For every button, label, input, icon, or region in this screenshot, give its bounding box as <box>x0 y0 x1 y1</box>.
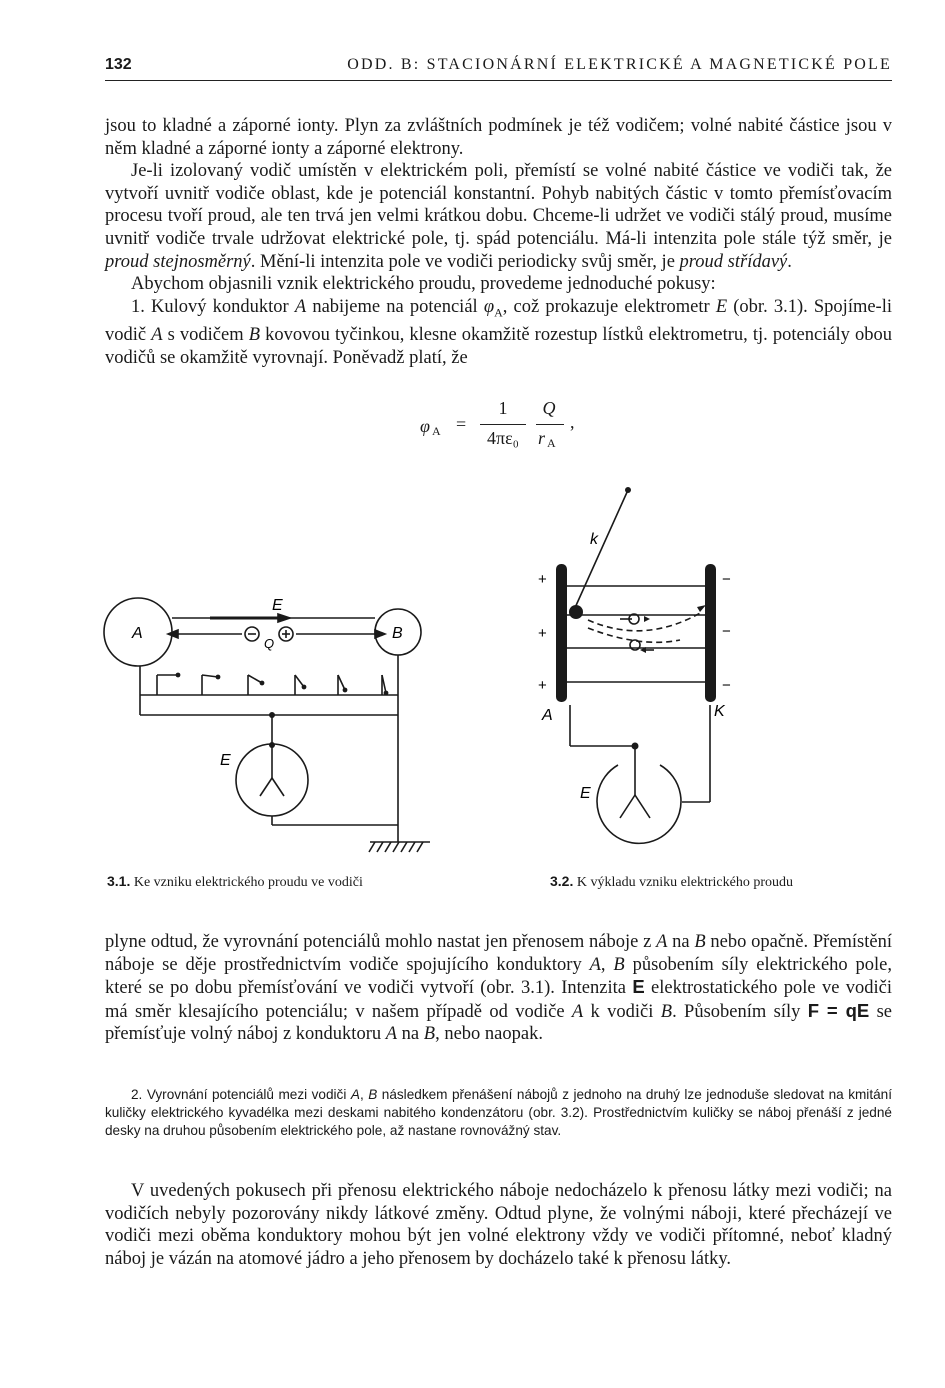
label-k-small: k <box>590 531 598 548</box>
formula-num1: 1 <box>498 398 508 418</box>
plus-2: + <box>538 625 547 642</box>
label-q: Q <box>264 636 275 651</box>
label-b: B <box>392 625 403 642</box>
formula-frac-line-1 <box>480 424 526 425</box>
minus-2: − <box>722 623 731 640</box>
body-text-middle <box>105 931 892 1046</box>
formula-den2-sub: A <box>547 436 556 450</box>
plus-3: + <box>538 677 547 694</box>
plus-1: + <box>538 571 547 588</box>
formula-trail: , <box>570 412 575 432</box>
formula-equals: = <box>456 414 467 434</box>
pendulum-thread <box>574 490 628 610</box>
label-field-e: E <box>272 597 283 614</box>
minus-3: − <box>722 677 731 694</box>
label-electrometer-e: E <box>220 752 231 769</box>
formula-potential <box>420 398 620 458</box>
page-header <box>105 56 892 81</box>
note-experiment-2: 2. Vyrovnání potenciálů mezi vodiči A, B následkem přenášení nábojů z jednoho na druhý lze jednoduše sledovat na kmitání kuličky elektrického kyvadélka mezi deskami nabitého kondenzátoru (obr. 3.2). Prostřednictvím kuličky se náboj přenáší z jedné desky na druhou působením elektrického pole, až nastane rovnovážný stav. <box>105 1087 893 1138</box>
body-text-top <box>105 115 892 369</box>
paragraph-isolated-conductor: Je-li izolovaný vodič umístěn v elektrickém poli, přemístí se volné nabité částice ve vodiči tak, že vytvoří uvnitř vodiče oblast, kde je potenciál konstantní. Pohyb nabitých částic v tomto přemísťovacím procesu tvoří proud, ale ten trvá jen velmi krátkou dobu. Chceme-li udržet ve vodiči stálý proud, musíme uvnitř vodiče trvale udržovat elektrické pole, tj. spád potenciálu. Má-li intenzita pole stále týž směr, je proud stejnosměrný. Mění-li intenzita pole ve vodiči periodicky svůj směr, je proud střídavý. <box>105 161 892 272</box>
page-number: 132 <box>105 56 132 73</box>
label-a: A <box>132 625 143 642</box>
pendulum-ball <box>569 605 583 619</box>
formula-frac-line-2 <box>536 424 564 425</box>
paragraph-experiments-intro: Abychom objasnili vznik elektrického proudu, provedeme jednoduché pokusy: <box>131 274 716 295</box>
paragraph-charge-transfer: plyne odtud, že vyrovnání potenciálů mohlo nastat jen přenosem náboje z A na B nebo opačně. Přemístění náboje se děje prostřednictvím vodiče spojujícího konduktory A, B působením síly elektrického pole, které se po dobu přemísťování ve vodiči vytvoří (obr. 3.1). Intenzita E elektrostatického pole ve vodiči má směr klesajícího potenciálu; v našem případě od vodiče A k vodiči B. Působením síly F = qE se přemísťuje volný náboj z konduktoru A na B, nebo naopak. <box>105 932 893 1045</box>
field-arrow-e-head <box>278 614 290 622</box>
formula-num2: Q <box>542 398 556 418</box>
body-text-bottom <box>105 1180 892 1270</box>
label-e-meter-2: E <box>580 785 591 802</box>
label-a-plate: A <box>542 707 553 724</box>
minus-1: − <box>722 571 731 588</box>
caption-3-2: 3.2. K výkladu vzniku elektrického proudu <box>550 873 794 890</box>
figure-3-1 <box>100 580 440 865</box>
plate-a <box>556 564 567 702</box>
formula-lhs-sub: A <box>432 424 441 438</box>
label-k-plate: K <box>714 703 725 720</box>
formula-den2: r <box>538 428 546 448</box>
paragraph-no-matter-transfer: V uvedených pokusech při přenosu elektrického náboje nedocházelo k přenosu látky mezi vodiči; na vodičích nebyly pozorovány nikdy látkové změny. Odtud plyne, že volnými náboji, které přecházejí ve vodiči mezi oběma konduktory mohou být jen volné elektrony vždy ve vodiči přítomné, neboť kladný náboj je vázán na atomové jádro a jeho přenosem by docházelo také k přenosu látky. <box>105 1181 892 1269</box>
figure-3-2 <box>530 480 750 850</box>
formula-den1: 4πε₀ <box>487 428 519 448</box>
electrometer-e-2 <box>597 765 681 843</box>
formula-lhs: φ <box>420 416 430 436</box>
running-head: ODD. B: STACIONÁRNÍ ELEKTRICKÉ A MAGNETICKÉ POLE <box>347 56 892 73</box>
caption-3-1: 3.1. Ke vzniku elektrického proudu ve vodiči <box>107 873 363 890</box>
paragraph-ions: jsou to kladné a záporné ionty. Plyn za zvláštních podmínek je též vodičem; volné nabité částice jsou v něm kladné a záporné ionty a záporné elektrony. <box>105 116 892 159</box>
plate-k <box>705 564 716 702</box>
paragraph-experiment-1: 1. Kulový konduktor A nabijeme na potenciál $\varphi_A$, což prokazuje elektrometr E (obr. 3.1). Spojíme-li vodič A s vodičem B kovovou tyčinkou, klesne okamžitě rozestup lístků elektrometru, tj. potenciály obou vodičů se okamžitě vyrovnají. Poněvadž platí, že <box>105 296 893 368</box>
